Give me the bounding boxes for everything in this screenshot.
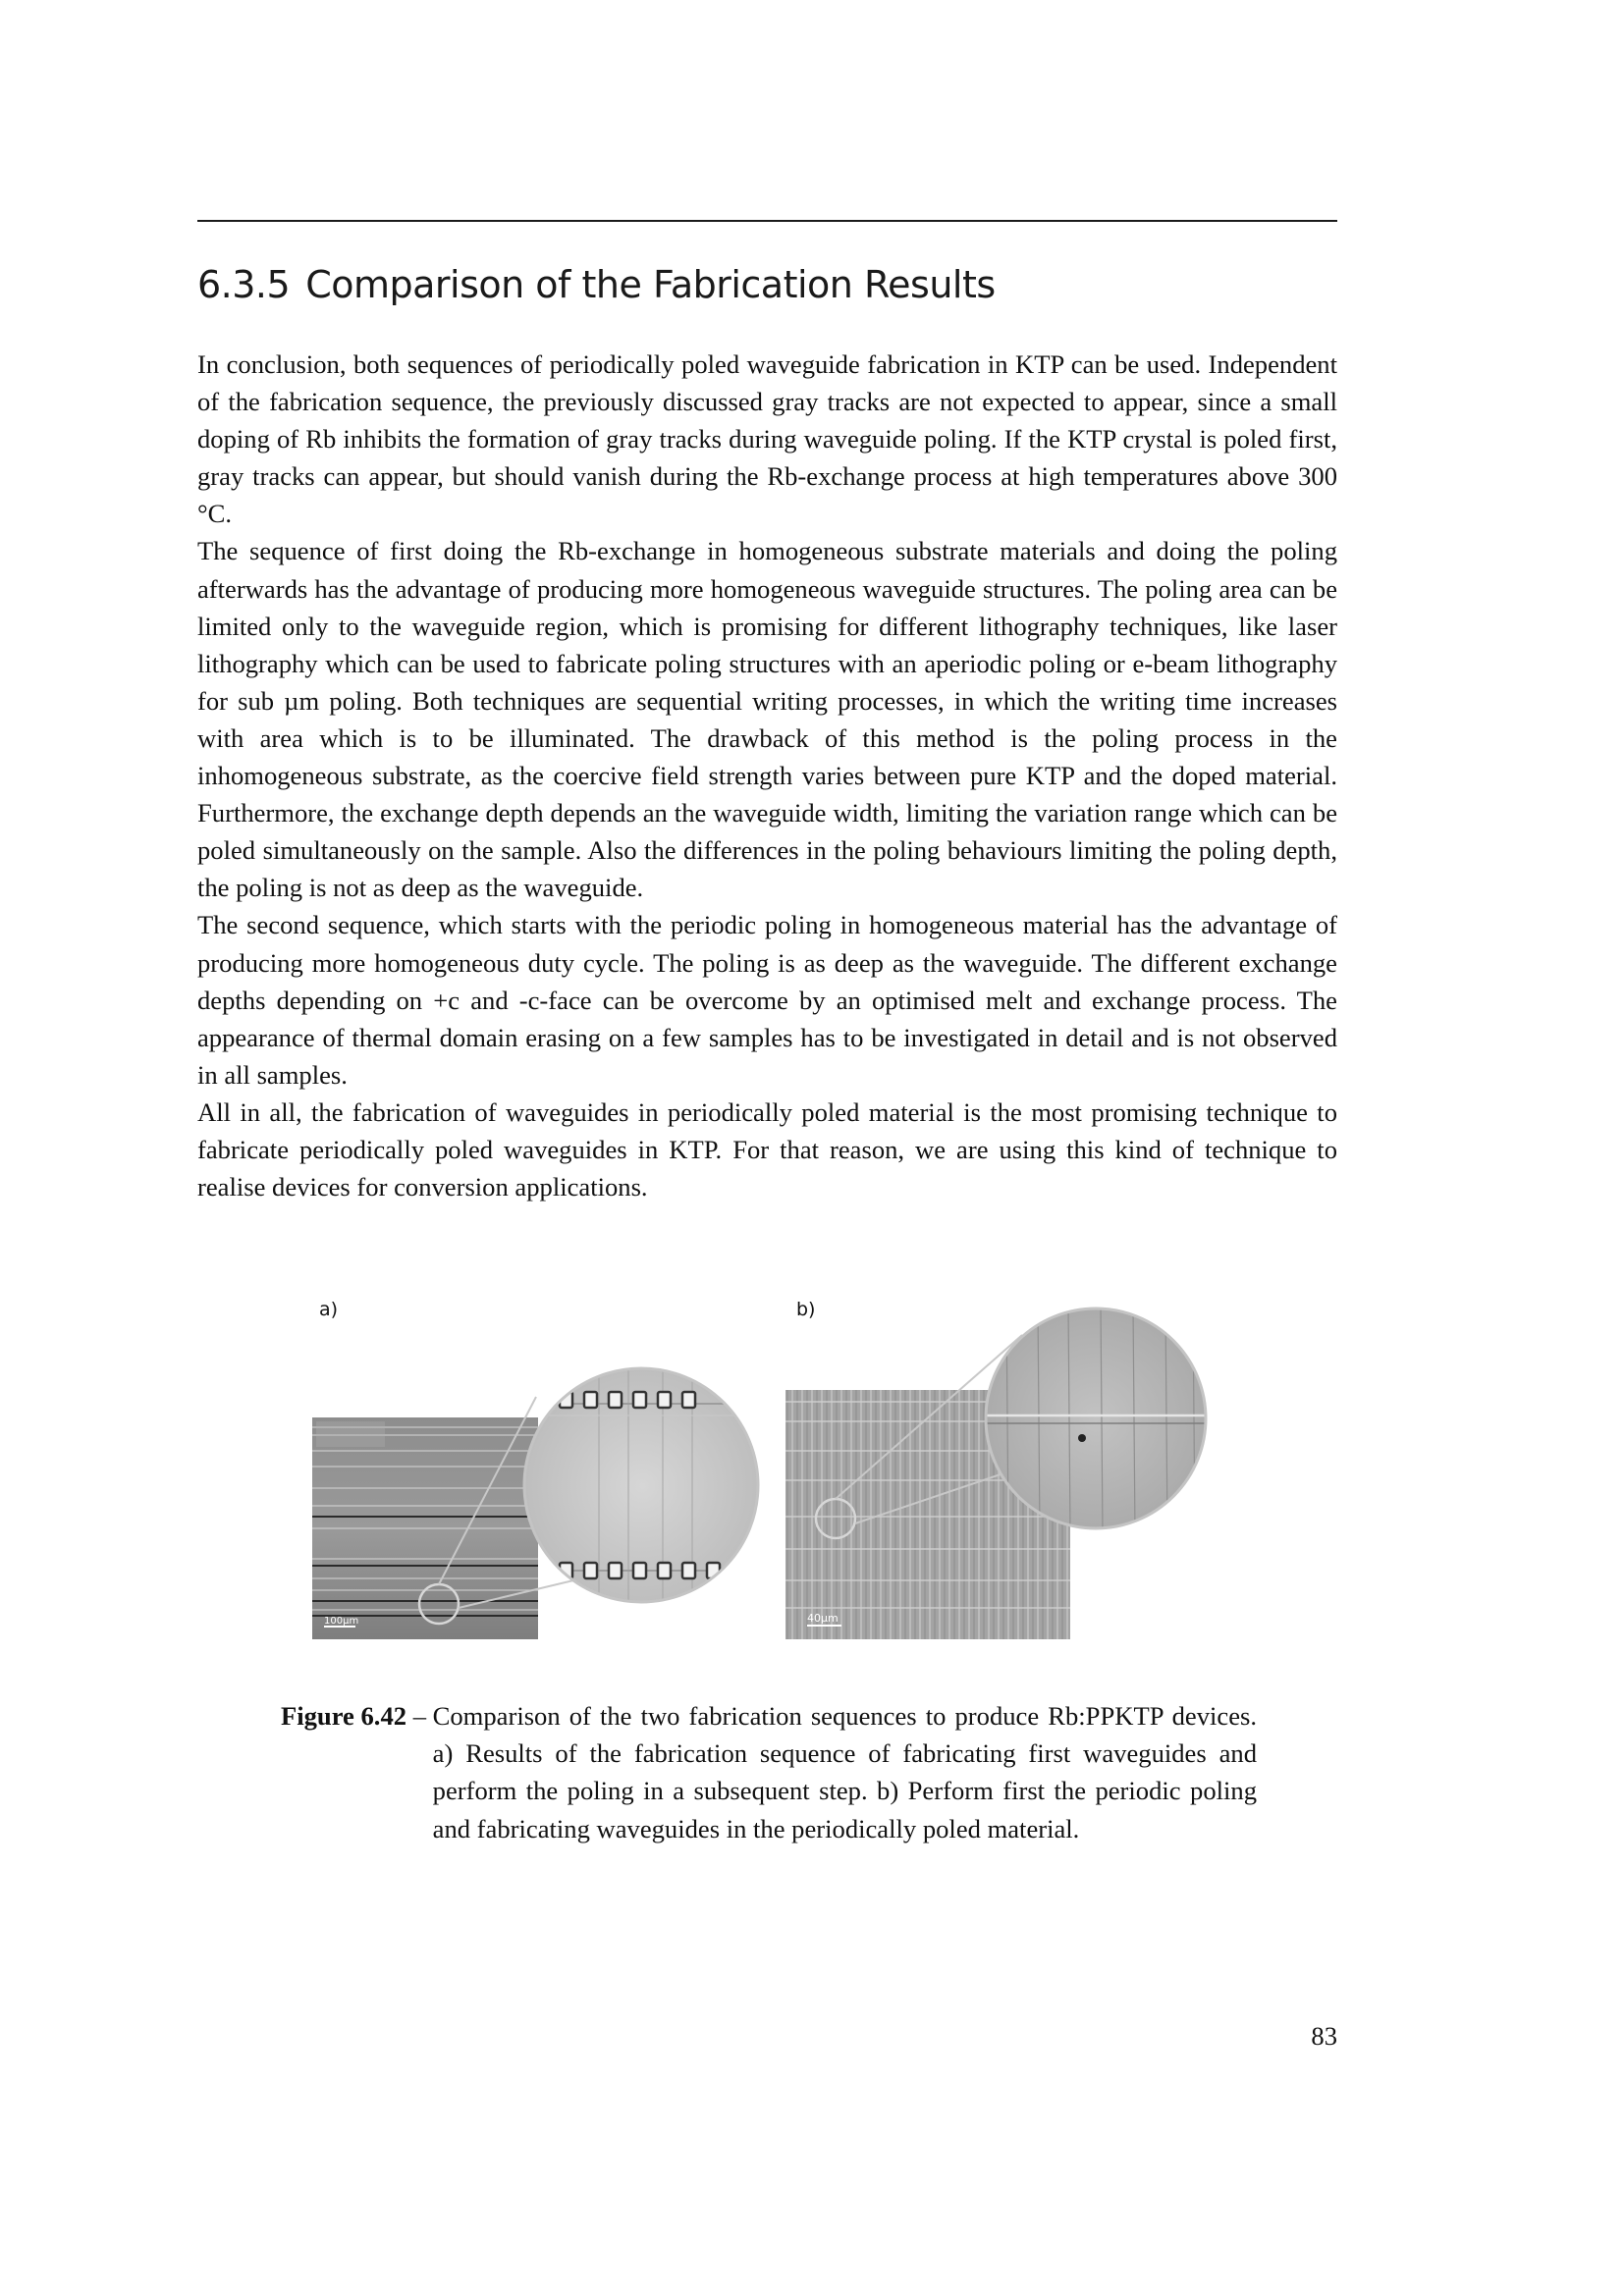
caption-text: Comparison of the two fabrication sequences to produce Rb:PPKTP devices. a) Results of the fabrication sequence of fabricating first waveguides and perform the poling in a subsequent step. b) Perform first the periodic poling and fabricating waveguides in the periodically poled material. xyxy=(432,1701,1257,1843)
paragraph: All in all, the fabrication of waveguides in periodically poled material is the most promising technique to fabricate periodically poled waveguides in KTP. For that reason, we are using this kind of technique to realise devices for conversion applications. xyxy=(197,1096,1337,1202)
paragraph: The second sequence, which starts with the periodic poling in homogeneous material has the advantage of producing more homogeneous duty cycle. The poling is as deep as the waveguide. The different exchange depths depending on +c and -c-face can be overcome by an optimised melt and exchange process. The appearance of thermal domain erasing on a few samples has to be investigated in detail and is not observed in all samples. xyxy=(197,910,1337,1090)
section-number: 6.3.5 xyxy=(197,263,291,306)
paragraph: The sequence of first doing the Rb-exchange in homogeneous substrate materials and doing the poling afterwards has the advantage of producing more homogeneous waveguide structures. The poling area can be limited only to the waveguide region, which is promising for different lithography techniques, like laser lithography which can be used to fabricate poling structures with an aperiodic poling or e-beam lithography for sub µm poling. Both techniques are sequential writing processes, in which the writing time increases with area which is to be illuminated. The drawback of this method is the poling process in the inhomogeneous substrate, as the coercive field strength varies between pure KTP and the doped material. Furthermore, the exchange depth depends an the waveguide width, limiting the variation range which can be poled simultaneously on the sample. Also the differences in the poling behaviours limiting the poling depth, the poling is not as deep as the waveguide. xyxy=(197,536,1337,903)
micrograph-b xyxy=(781,1296,1232,1649)
caption-dash: – xyxy=(406,1701,433,1731)
panel-a-label: a) xyxy=(319,1299,339,1320)
micrograph-a xyxy=(304,1296,776,1649)
paragraph: In conclusion, both sequences of periodically poled waveguide fabrication in KTP can be used. Independent of the fabrication sequence, the previously discussed gray tracks are not expected to appear, since a small doping of Rb inhibits the formation of gray tracks during waveguide poling. If the KTP crystal is poled first, gray tracks can appear, but should vanish during the Rb-exchange process at high temperatures above 300 °C. xyxy=(197,349,1337,529)
figure-caption xyxy=(281,1697,1257,1847)
page-number: 83 xyxy=(1311,2021,1337,2051)
section-heading xyxy=(197,263,1337,306)
panel-b-label: b) xyxy=(796,1299,816,1320)
caption-label: Figure 6.42 xyxy=(281,1701,407,1731)
scale-label-b: 40µm xyxy=(807,1612,839,1625)
scale-label-a: 100µm xyxy=(324,1616,359,1627)
micrograph-a-overlay-text xyxy=(316,1421,385,1447)
body-text xyxy=(197,346,1337,1205)
section-title: Comparison of the Fabrication Results xyxy=(305,263,996,306)
header-rule xyxy=(197,220,1337,222)
